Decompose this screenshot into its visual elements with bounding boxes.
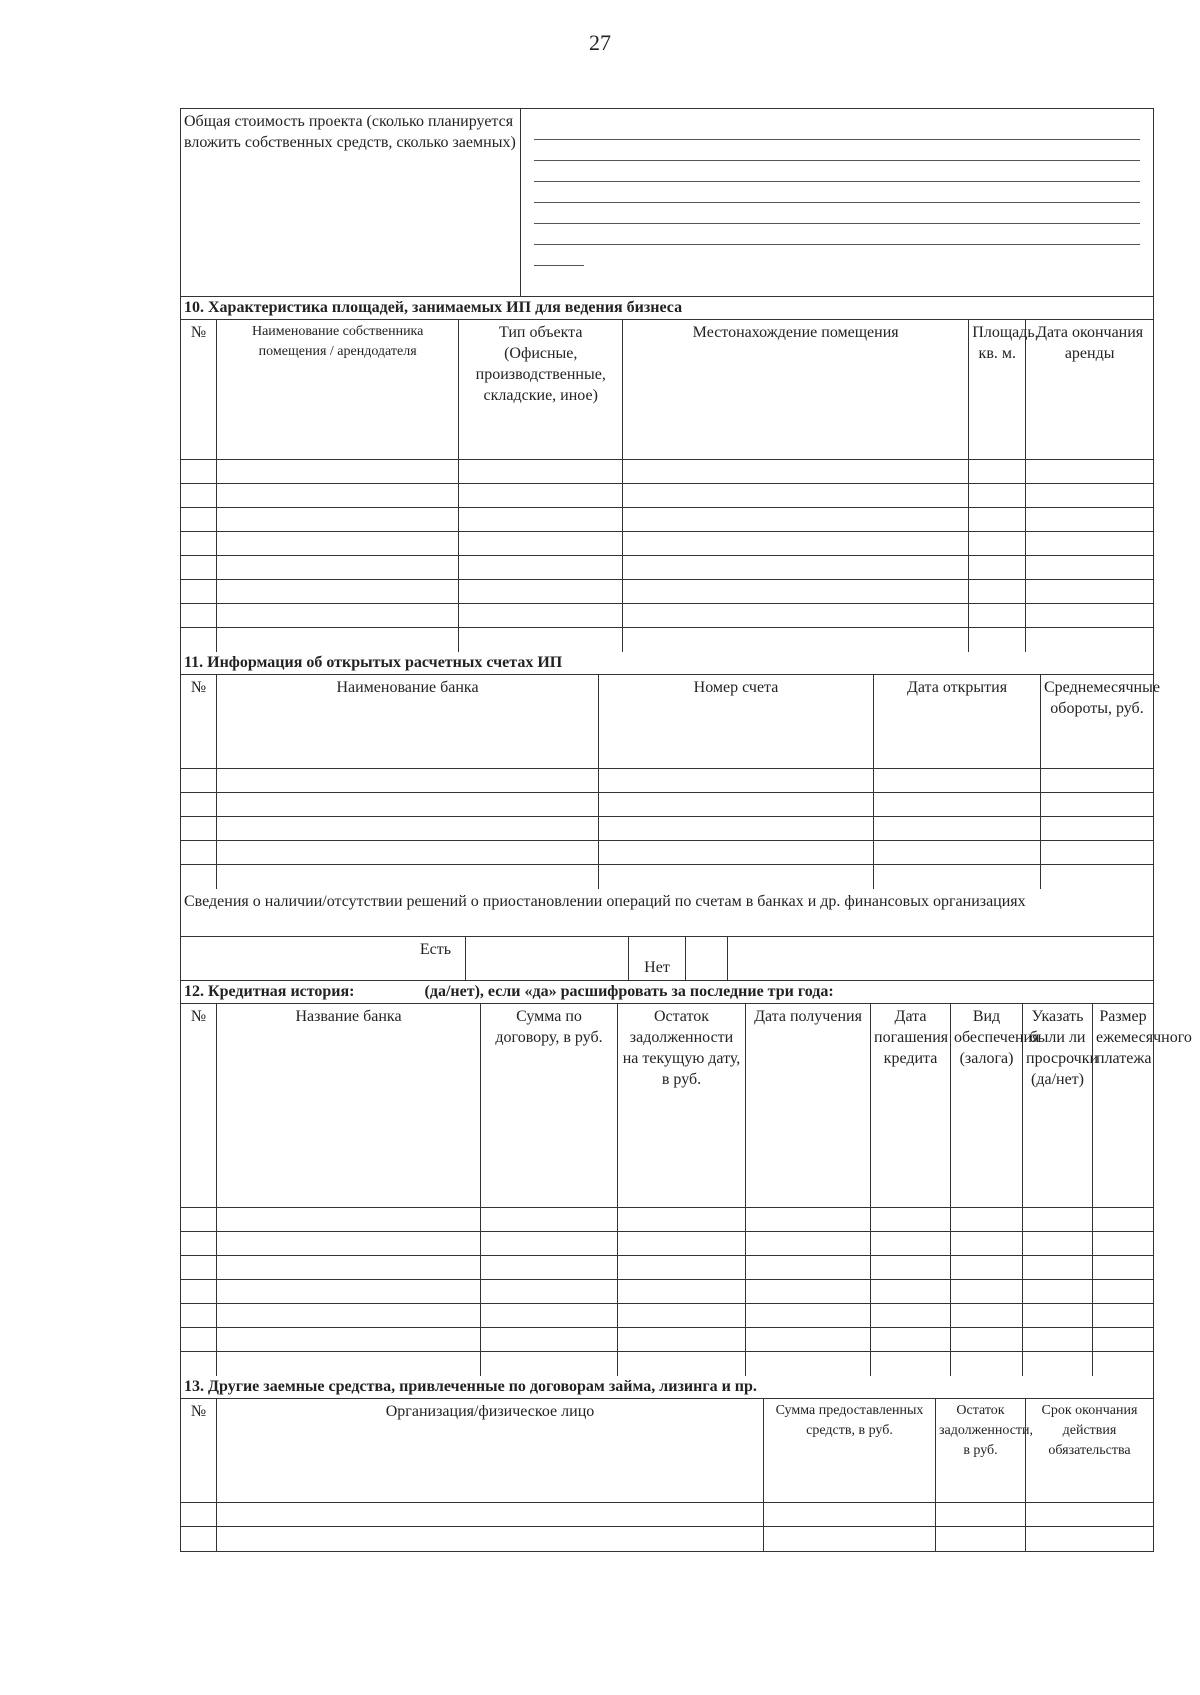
input-cell[interactable] — [874, 769, 1041, 792]
input-cell[interactable] — [874, 793, 1041, 816]
input-cell[interactable] — [181, 484, 217, 507]
input-cell[interactable] — [871, 1352, 951, 1376]
suspension-yes-no — [181, 937, 1153, 981]
input-cell[interactable] — [1023, 1352, 1093, 1376]
project-cost-row — [181, 109, 1153, 297]
application-form — [180, 108, 1192, 1552]
yes-label: Есть — [406, 937, 466, 980]
input-cell[interactable] — [936, 1503, 1026, 1526]
input-cell[interactable] — [969, 556, 1026, 579]
header-bank-name: Наименование банка — [217, 675, 599, 768]
table-row — [181, 769, 1153, 793]
input-cell[interactable] — [181, 769, 217, 792]
input-cell[interactable] — [181, 556, 217, 579]
section-11-title: 11. Информация об открытых расчетных счетах ИП — [181, 652, 1153, 675]
input-cell[interactable] — [1023, 1280, 1093, 1303]
section-13-header — [181, 1399, 1153, 1503]
input-cell[interactable] — [1093, 1232, 1153, 1255]
input-cell[interactable] — [1026, 1527, 1153, 1551]
input-cell[interactable] — [1041, 769, 1153, 792]
input-cell[interactable] — [217, 817, 599, 840]
input-cell[interactable] — [181, 1328, 217, 1351]
table-row — [181, 580, 1153, 604]
input-cell[interactable] — [181, 841, 217, 864]
header-contract-amount: Сумма по договору, в руб. — [481, 1004, 618, 1207]
input-cell[interactable] — [599, 841, 874, 864]
input-cell[interactable] — [181, 460, 217, 483]
input-cell[interactable] — [181, 508, 217, 531]
input-cell[interactable] — [459, 556, 623, 579]
input-cell[interactable] — [217, 769, 599, 792]
input-cell[interactable] — [871, 1208, 951, 1231]
input-cell[interactable] — [618, 1280, 746, 1303]
input-cell[interactable] — [459, 628, 623, 652]
section-13-title: 13. Другие заемные средства, привлеченные по договорам займа, лизинга и пр. — [181, 1376, 1153, 1399]
section-12-title-main: 12. Кредитная история: — [184, 983, 355, 1000]
table-row — [181, 1527, 1153, 1551]
input-cell[interactable] — [951, 1328, 1023, 1351]
input-cell[interactable] — [217, 1232, 481, 1255]
input-cell[interactable] — [181, 532, 217, 555]
table-row — [181, 1328, 1153, 1352]
input-cell[interactable] — [951, 1304, 1023, 1327]
input-cell[interactable] — [618, 1232, 746, 1255]
input-cell[interactable] — [746, 1304, 871, 1327]
input-cell[interactable] — [481, 1256, 618, 1279]
input-cell[interactable] — [1041, 865, 1153, 889]
no-label: Нет — [629, 937, 686, 980]
input-cell[interactable] — [181, 1503, 217, 1526]
input-cell[interactable] — [181, 817, 217, 840]
input-cell[interactable] — [481, 1232, 618, 1255]
input-cell[interactable] — [1026, 460, 1153, 483]
input-cell[interactable] — [874, 841, 1041, 864]
project-cost-answer[interactable] — [521, 109, 1153, 296]
input-cell[interactable] — [969, 508, 1026, 531]
input-cell[interactable] — [746, 1352, 871, 1376]
table-row — [181, 1503, 1153, 1527]
input-cell[interactable] — [623, 628, 969, 652]
input-cell[interactable] — [181, 793, 217, 816]
input-cell[interactable] — [746, 1232, 871, 1255]
table-row — [181, 604, 1153, 628]
input-cell[interactable] — [618, 1256, 746, 1279]
input-cell[interactable] — [969, 460, 1026, 483]
input-cell[interactable] — [1093, 1256, 1153, 1279]
input-cell[interactable] — [969, 604, 1026, 627]
table-row — [181, 556, 1153, 580]
header-num: № — [181, 675, 217, 768]
credit-history-answer[interactable] — [355, 981, 425, 1003]
table-row — [181, 793, 1153, 817]
input-cell[interactable] — [217, 1208, 481, 1231]
input-cell[interactable] — [1093, 1280, 1153, 1303]
section-10-header — [181, 320, 1153, 460]
input-cell[interactable] — [871, 1328, 951, 1351]
header-location: Местонахождение помещения — [623, 320, 969, 459]
input-cell[interactable] — [969, 532, 1026, 555]
input-cell[interactable] — [618, 1304, 746, 1327]
input-cell[interactable] — [969, 580, 1026, 603]
table-row — [181, 1208, 1153, 1232]
input-cell[interactable] — [874, 865, 1041, 889]
input-cell[interactable] — [623, 580, 969, 603]
header-debt-balance: Остаток задолженности на текущую дату, в руб. — [618, 1004, 746, 1207]
input-cell[interactable] — [217, 1527, 764, 1551]
input-cell[interactable] — [1023, 1304, 1093, 1327]
input-cell[interactable] — [217, 793, 599, 816]
input-cell[interactable] — [217, 865, 599, 889]
input-cell[interactable] — [1026, 556, 1153, 579]
input-cell[interactable] — [181, 580, 217, 603]
input-cell[interactable] — [746, 1208, 871, 1231]
input-cell[interactable] — [459, 580, 623, 603]
table-row — [181, 460, 1153, 484]
header-repayment-date: Дата погашения кредита — [871, 1004, 951, 1207]
input-cell[interactable] — [969, 628, 1026, 652]
header-object-type: Тип объекта (Офисные, производственные, складские, иное) — [459, 320, 623, 459]
input-cell[interactable] — [618, 1328, 746, 1351]
input-cell[interactable] — [1093, 1352, 1153, 1376]
section-10-title: 10. Характеристика площадей, занимаемых ИП для ведения бизнеса — [181, 297, 1153, 320]
input-cell[interactable] — [936, 1527, 1026, 1551]
header-owner: Наименование собственника помещения / арендодателя — [217, 320, 459, 459]
input-cell[interactable] — [217, 604, 460, 627]
table-row — [181, 1304, 1153, 1328]
table-row — [181, 1232, 1153, 1256]
input-cell[interactable] — [623, 460, 969, 483]
input-cell[interactable] — [459, 508, 623, 531]
input-cell[interactable] — [764, 1503, 936, 1526]
input-cell[interactable] — [217, 1352, 481, 1376]
input-cell[interactable] — [951, 1208, 1023, 1231]
table-row — [181, 865, 1153, 889]
input-cell[interactable] — [871, 1280, 951, 1303]
input-cell[interactable] — [481, 1280, 618, 1303]
table-row — [181, 841, 1153, 865]
input-cell[interactable] — [746, 1280, 871, 1303]
input-cell[interactable] — [623, 508, 969, 531]
input-cell[interactable] — [481, 1352, 618, 1376]
input-cell[interactable] — [217, 1328, 481, 1351]
header-lease-end: Дата окончания аренды — [1036, 324, 1144, 362]
input-cell[interactable] — [217, 1256, 481, 1279]
input-cell[interactable] — [481, 1208, 618, 1231]
input-cell[interactable] — [1023, 1256, 1093, 1279]
header-account-number: Номер счета — [599, 675, 874, 768]
input-cell[interactable] — [217, 841, 599, 864]
input-cell[interactable] — [746, 1256, 871, 1279]
input-cell[interactable] — [459, 484, 623, 507]
table-row — [181, 484, 1153, 508]
input-cell[interactable] — [1093, 1304, 1153, 1327]
section-12-header — [181, 1004, 1192, 1208]
input-cell[interactable] — [1041, 817, 1153, 840]
header-overdue: Указать были ли просрочки (да/нет) — [1023, 1004, 1093, 1207]
input-cell[interactable] — [623, 484, 969, 507]
input-cell[interactable] — [217, 556, 460, 579]
input-cell[interactable] — [459, 604, 623, 627]
header-collateral-type: Вид обеспечения (залога) — [951, 1004, 1023, 1207]
input-cell[interactable] — [481, 1304, 618, 1327]
input-cell[interactable] — [1023, 1328, 1093, 1351]
input-cell[interactable] — [217, 1503, 764, 1526]
input-cell[interactable] — [618, 1208, 746, 1231]
input-cell[interactable] — [599, 865, 874, 889]
input-cell[interactable] — [181, 1527, 217, 1551]
header-num: № — [181, 1004, 217, 1207]
input-cell[interactable] — [618, 1352, 746, 1376]
input-cell[interactable] — [623, 556, 969, 579]
input-cell[interactable] — [1093, 1328, 1153, 1351]
table-row — [181, 1352, 1153, 1376]
input-cell[interactable] — [217, 628, 460, 652]
yes-answer-box[interactable] — [466, 937, 629, 980]
input-cell[interactable] — [217, 1280, 481, 1303]
input-cell[interactable] — [1023, 1232, 1093, 1255]
input-cell[interactable] — [181, 1280, 217, 1303]
project-cost-label: Общая стоимость проекта (сколько планируется вложить собственных средств, сколько заемных) — [181, 109, 521, 296]
input-cell[interactable] — [481, 1328, 618, 1351]
input-cell[interactable] — [623, 604, 969, 627]
input-cell[interactable] — [181, 604, 217, 627]
header-area: Площадь, кв. м. — [969, 320, 1026, 459]
input-cell[interactable] — [181, 865, 217, 889]
input-cell[interactable] — [217, 580, 460, 603]
header-debt-balance: Остаток задолженности, в руб. — [936, 1399, 1026, 1502]
input-cell[interactable] — [217, 1304, 481, 1327]
input-cell[interactable] — [459, 532, 623, 555]
input-cell[interactable] — [1026, 508, 1153, 531]
header-provided-amount: Сумма предоставленных средств, в руб. — [764, 1399, 936, 1502]
input-cell[interactable] — [1093, 1208, 1153, 1231]
input-cell[interactable] — [951, 1256, 1023, 1279]
input-cell[interactable] — [1026, 604, 1153, 627]
header-num: № — [181, 320, 217, 459]
section-11-header — [181, 675, 1160, 769]
input-cell[interactable] — [181, 1232, 217, 1255]
header-bank-name: Название банка — [217, 1004, 481, 1207]
header-organization: Организация/физическое лицо — [217, 1399, 764, 1502]
input-cell[interactable] — [871, 1304, 951, 1327]
input-cell[interactable] — [874, 817, 1041, 840]
header-open-date: Дата открытия — [874, 675, 1041, 768]
input-cell[interactable] — [969, 484, 1026, 507]
input-cell[interactable] — [871, 1256, 951, 1279]
table-row — [181, 628, 1153, 652]
input-cell[interactable] — [871, 1232, 951, 1255]
input-cell[interactable] — [181, 1352, 217, 1376]
input-cell[interactable] — [1041, 841, 1153, 864]
input-cell[interactable] — [217, 484, 460, 507]
section-12-title — [181, 981, 1153, 1004]
input-cell[interactable] — [1026, 1503, 1153, 1526]
no-answer-box[interactable] — [686, 937, 728, 980]
input-cell[interactable] — [1041, 793, 1153, 816]
header-num: № — [181, 1399, 217, 1502]
input-cell[interactable] — [1023, 1208, 1093, 1231]
input-cell[interactable] — [1026, 628, 1153, 652]
header-monthly-turnover: Среднемесячные обороты, руб. — [1044, 679, 1160, 717]
table-row — [181, 1280, 1153, 1304]
input-cell[interactable] — [746, 1328, 871, 1351]
input-cell[interactable] — [599, 769, 874, 792]
header-receipt-date: Дата получения — [746, 1004, 871, 1207]
input-cell[interactable] — [181, 1208, 217, 1231]
input-cell[interactable] — [951, 1280, 1023, 1303]
input-cell[interactable] — [217, 460, 460, 483]
header-term-end: Срок окончания действия обязательства — [1041, 1403, 1138, 1458]
input-cell[interactable] — [951, 1232, 1023, 1255]
page-number: 27 — [589, 30, 611, 55]
input-cell[interactable] — [764, 1527, 936, 1551]
input-cell[interactable] — [951, 1352, 1023, 1376]
section-12-title-rest: (да/нет), если «да» расшифровать за последние три года: — [424, 983, 834, 1000]
header-monthly-payment: Размер ежемесячного платежа — [1096, 1008, 1192, 1067]
input-cell[interactable] — [1026, 484, 1153, 507]
table-row — [181, 1256, 1153, 1280]
input-cell[interactable] — [181, 1256, 217, 1279]
table-row — [181, 817, 1153, 841]
input-cell[interactable] — [1026, 532, 1153, 555]
input-cell[interactable] — [217, 508, 460, 531]
input-cell[interactable] — [217, 532, 460, 555]
input-cell[interactable] — [599, 817, 874, 840]
input-cell[interactable] — [181, 628, 217, 652]
input-cell[interactable] — [459, 460, 623, 483]
input-cell[interactable] — [181, 1304, 217, 1327]
table-row — [181, 532, 1153, 556]
table-row — [181, 508, 1153, 532]
suspension-info-text: Сведения о наличии/отсутствии решений о приостановлении операций по счетам в банках и др. финансовых организациях — [181, 889, 1153, 937]
input-cell[interactable] — [599, 793, 874, 816]
input-cell[interactable] — [1026, 580, 1153, 603]
input-cell[interactable] — [623, 532, 969, 555]
